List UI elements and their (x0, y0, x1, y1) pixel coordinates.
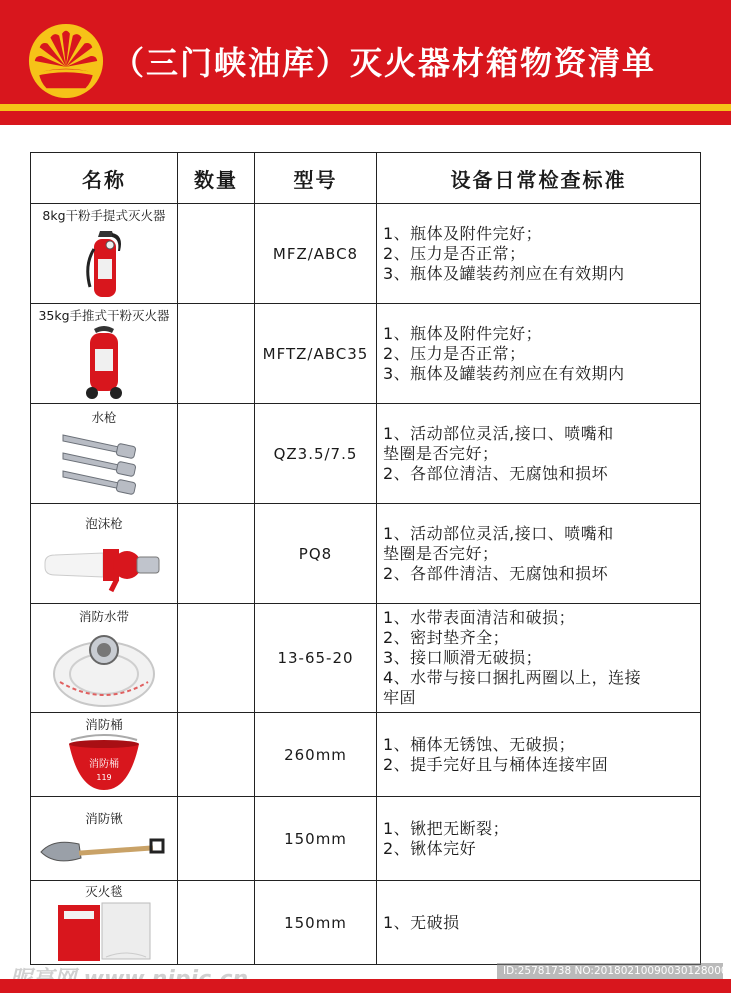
item-name: 消防水带 (78, 608, 129, 624)
item-name-cell (31, 304, 178, 404)
quantity-cell (178, 713, 255, 797)
table-row (31, 881, 701, 965)
standard-line: 2、各部位清洁、无腐蚀和损坏 (383, 463, 609, 483)
header-quantity: 数量 (178, 153, 255, 204)
wheeled-extinguisher-icon (82, 325, 126, 401)
water-nozzle-icon (59, 427, 149, 499)
table-row (31, 604, 701, 713)
quantity-cell (178, 881, 255, 965)
standard-cell (377, 881, 701, 965)
standard-line: 2、提手完好且与桶体连接牢固 (383, 754, 609, 774)
svg-text:119: 119 (96, 773, 112, 782)
standard-line: 3、接口顺滑无破损； (383, 648, 543, 667)
standard-line: 1、桶体无锈蚀、无破损； (383, 734, 576, 754)
standard-line: 2、密封垫齐全； (383, 628, 510, 647)
quantity-cell (178, 204, 255, 304)
fire-hose-icon (50, 626, 158, 710)
table-row (31, 304, 701, 404)
standard-cell (377, 204, 701, 304)
standard-line: 1、瓶体及附件完好； (383, 323, 543, 343)
quantity-cell (178, 797, 255, 881)
page-title: （三门峡油库）灭火器材箱物资清单 (112, 44, 657, 82)
model-cell: 150mm (255, 881, 377, 965)
standard-line: 2、压力是否正常； (383, 243, 526, 263)
standard-line: 1、无破损 (383, 912, 460, 932)
inventory-table (30, 152, 701, 965)
table-row (31, 713, 701, 797)
model-cell: PQ8 (255, 504, 377, 604)
table-row (31, 204, 701, 304)
standard-cell (377, 713, 701, 797)
item-name: 消防锹 (85, 811, 123, 826)
header-yellow-stripe (0, 104, 731, 111)
watermark-id: ID:25781738 NO:20180210090030128000 (497, 963, 723, 980)
model-cell: 150mm (255, 797, 377, 881)
item-name-cell (31, 204, 178, 304)
item-name: 泡沫枪 (85, 516, 123, 531)
table-row (31, 797, 701, 881)
standard-line: 牢固 (383, 688, 417, 707)
svg-text:消防桶: 消防桶 (89, 759, 119, 770)
standard-line: 垫圈是否完好； (383, 543, 499, 563)
standard-line: 4、水带与接口捆扎两圈以上，连接 (383, 668, 642, 687)
model-cell: MFTZ/ABC35 (255, 304, 377, 404)
item-name-cell (31, 504, 178, 604)
foam-gun-icon (41, 533, 167, 593)
item-name: 水枪 (91, 410, 117, 425)
portable-extinguisher-icon (80, 225, 128, 301)
quantity-cell (178, 504, 255, 604)
header-red-stripe (0, 111, 731, 125)
model-cell: 260mm (255, 713, 377, 797)
standard-line: 2、压力是否正常； (383, 343, 526, 363)
model-cell: MFZ/ABC8 (255, 204, 377, 304)
item-name-cell (31, 604, 178, 713)
item-name: 35kg手推式干粉灭火器 (38, 308, 170, 323)
standard-line: 1、活动部位灵活,接口、喷嘴和 (383, 423, 614, 443)
standard-cell (377, 404, 701, 504)
standard-line: 2、各部件清洁、无腐蚀和损坏 (383, 563, 609, 583)
model-cell: QZ3.5/7.5 (255, 404, 377, 504)
item-name: 消防桶 (85, 717, 123, 732)
header-standard: 设备日常检查标准 (377, 153, 701, 204)
header-name: 名称 (31, 153, 178, 204)
quantity-cell (178, 304, 255, 404)
fire-blanket-icon (54, 901, 154, 963)
standard-line: 3、瓶体及罐装药剂应在有效期内 (383, 263, 625, 283)
standard-line: 1、瓶体及附件完好； (383, 223, 543, 243)
fire-bucket-icon (67, 734, 141, 794)
petrochina-logo-icon (27, 22, 105, 100)
item-name-cell (31, 881, 178, 965)
table-header-row (31, 153, 701, 204)
header-model: 型号 (255, 153, 377, 204)
standard-cell (377, 797, 701, 881)
item-name-cell (31, 713, 178, 797)
standard-cell (377, 304, 701, 404)
standard-cell (377, 604, 701, 713)
standard-line: 1、水带表面清洁和破损； (383, 608, 576, 627)
item-name: 8kg干粉手提式灭火器 (42, 208, 166, 223)
quantity-cell (178, 404, 255, 504)
standard-line: 3、瓶体及罐装药剂应在有效期内 (383, 363, 625, 383)
standard-line: 1、锹把无断裂； (383, 818, 510, 838)
item-name-cell (31, 797, 178, 881)
standard-cell (377, 504, 701, 604)
fire-shovel-icon (39, 828, 169, 868)
quantity-cell (178, 604, 255, 713)
item-name: 灭火毯 (85, 884, 123, 899)
footer-red-bar (0, 979, 731, 993)
standard-line: 1、活动部位灵活,接口、喷嘴和 (383, 523, 614, 543)
standard-line: 2、锹体完好 (383, 838, 477, 858)
table-row (31, 504, 701, 604)
item-name-cell (31, 404, 178, 504)
table-row (31, 404, 701, 504)
model-cell: 13-65-20 (255, 604, 377, 713)
standard-line: 垫圈是否完好； (383, 443, 499, 463)
